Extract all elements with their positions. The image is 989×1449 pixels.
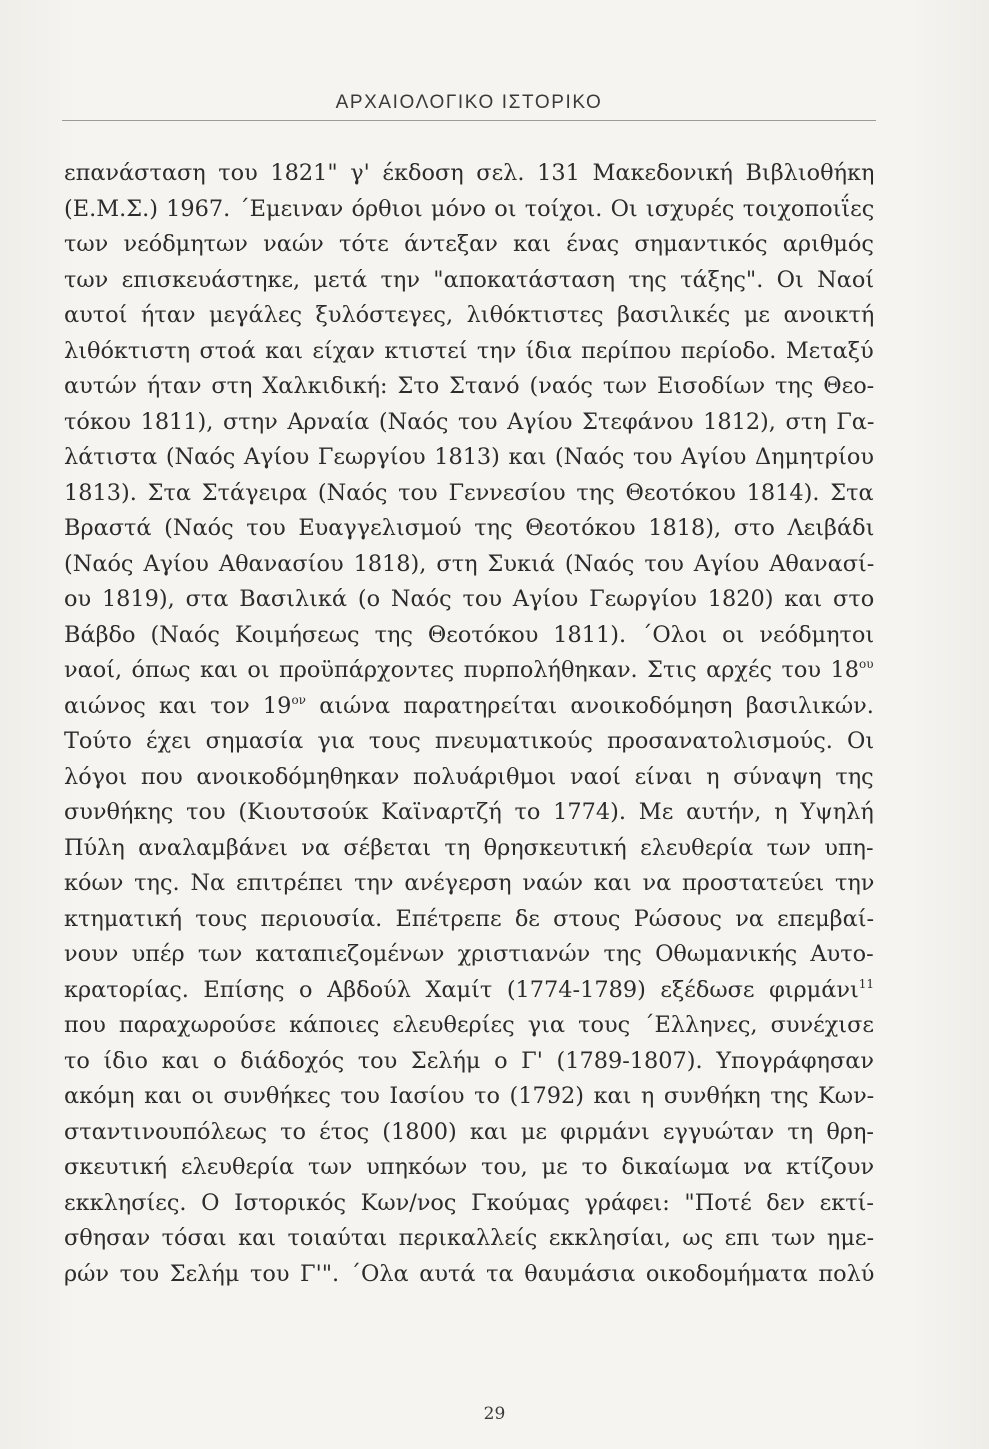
- page-number: 29: [483, 1404, 506, 1424]
- line-text: (Ναός Αγίου Αθανασίου 1818), στη Συκιά (Ναός του Αγίου Αθανασί-: [64, 550, 874, 577]
- line-text: αυτοί ήταν μεγάλες ξυλόστεγες, λιθόκτιστες βασιλικές με ανοικτή: [64, 302, 874, 328]
- line-text: σταντινουπόλεως το έτος (1800) και με φιρμάνι εγγυώταν τη θρη-: [64, 1118, 874, 1145]
- line-text: Βάβδο (Ναός Κοιμήσεως της Θεοτόκου 1811). ΄Ολοι οι νεόδμητοι: [64, 621, 874, 648]
- line-text: το ίδιο και ο διάδοχός του Σελήμ ο Γ' (1789-1807). Υπογράφησαν: [64, 1047, 874, 1074]
- body-text: [64, 156, 874, 1292]
- text-line: [64, 689, 874, 725]
- line-text: τόκου 1811), στην Αρναία (Ναός του Αγίου Στεφάνου 1812), στη Γα-: [64, 408, 874, 435]
- line-text: που παραχωρούσε κάποιες ελευθερίες για τους ΄Ελληνες, συνέχισε: [64, 1012, 874, 1038]
- line-text: νουν υπέρ των καταπιεζομένων χριστιανών της Οθωμανικής Αυτο-: [64, 941, 874, 967]
- text-line: [64, 263, 874, 299]
- text-line: [64, 227, 874, 263]
- text-line: [64, 724, 874, 760]
- line-text: αιώνος και τον 19: [64, 692, 292, 719]
- text-line: [64, 405, 874, 441]
- text-line: [64, 192, 874, 228]
- text-line: [64, 1257, 874, 1293]
- line-text: κτηματική τους περιουσία. Επέτρεπε δε στους Ρώσους να επεμβαί-: [64, 905, 874, 932]
- header-rule: [62, 120, 876, 121]
- text-line: [64, 973, 874, 1009]
- text-line: [64, 334, 874, 370]
- line-text: 1813). Στα Στάγειρα (Ναός του Γεννεσίου της Θεοτόκου 1814). Στα: [64, 479, 874, 506]
- text-line: [64, 369, 874, 405]
- text-line: [64, 582, 874, 618]
- line-text-after: αιώνα παρατηρείται ανοικοδόμηση βασιλικών.: [305, 692, 874, 719]
- line-text: λόγοι που ανοικοδόμηθηκαν πολυάριθμοι ναοί είναι η σύναψη της: [64, 763, 874, 790]
- line-text: Πύλη αναλαμβάνει να σέβεται τη θρησκευτική ελευθερία των υπη-: [64, 834, 874, 861]
- superscript: 11: [858, 976, 874, 991]
- line-text: κρατορίας. Επίσης ο Αβδούλ Χαμίτ (1774-1789) εξέδωσε φιρμάνι: [64, 976, 859, 1003]
- text-line: [64, 156, 874, 192]
- line-text: λιθόκτιστη στοά και είχαν κτιστεί την ίδια περίπου περίοδο. Μεταξύ: [64, 337, 874, 364]
- superscript: ου: [858, 657, 874, 671]
- line-text: ρών του Σελήμ του Γ'". ΄Ολα αυτά τα θαυμάσια οικοδομήματα πολύ: [64, 1260, 874, 1287]
- text-line: [64, 1079, 874, 1115]
- line-text: αυτών ήταν στη Χαλκιδική: Στο Στανό (ναός των Εισοδίων της Θεο-: [64, 373, 874, 399]
- text-line: [64, 298, 874, 334]
- line-text: σθησαν τόσαι και τοιαύται περικαλλείς εκκλησίαι, ως επι των ημε-: [64, 1225, 874, 1251]
- text-line: [64, 476, 874, 512]
- text-line: [64, 511, 874, 547]
- line-text: λάτιστα (Ναός Αγίου Γεωργίου 1813) και (Ναός του Αγίου Δημητρίου: [64, 444, 874, 470]
- text-line: [64, 440, 874, 476]
- text-line: [64, 547, 874, 583]
- line-text: εκκλησίες. Ο Ιστορικός Κων/νος Γκούμας γράφει: "Ποτέ δεν εκτί-: [64, 1189, 874, 1216]
- text-line: [64, 937, 874, 973]
- text-line: [64, 1008, 874, 1044]
- superscript: ον: [291, 692, 306, 707]
- text-line: [64, 1221, 874, 1257]
- text-line: [64, 1150, 874, 1186]
- line-text: των επισκευάστηκε, μετά την "αποκατάσταση της τάξης". Οι Ναοί: [64, 266, 874, 293]
- text-line: [64, 795, 874, 831]
- line-text: Τούτο έχει σημασία για τους πνευματικούς προσανατολισμούς. Οι: [64, 728, 874, 754]
- text-line: [64, 1044, 874, 1080]
- text-line: [64, 618, 874, 654]
- line-text: σκευτική ελευθερία των υπηκόων του, με το δικαίωμα να κτίζουν: [64, 1154, 874, 1180]
- line-text: των νεόδμητων ναών τότε άντεξαν και ένας σημαντικός αριθμός: [64, 231, 874, 257]
- line-text: κόων της. Να επιτρέπει την ανέγερση ναών και να προστατεύει την: [64, 870, 874, 896]
- text-line: [64, 831, 874, 867]
- text-line: [64, 902, 874, 938]
- line-text: Βραστά (Ναός του Ευαγγελισμού της Θεοτόκου 1818), στο Λειβάδι: [64, 515, 874, 541]
- text-line: [64, 1115, 874, 1151]
- line-text: ναοί, όπως και οι προϋπάρχοντες πυρπολήθηκαν. Στις αρχές του 18: [64, 657, 859, 683]
- line-text: επανάσταση του 1821" γ' έκδοση σελ. 131 Μακεδονική Βιβλιοθήκη: [64, 160, 874, 186]
- line-text: συνθήκης του (Κιουτσούκ Καϊναρτζή το 1774). Με αυτήν, η Υψηλή: [64, 799, 874, 825]
- text-line: [64, 653, 874, 689]
- line-text: ου 1819), στα Βασιλικά (ο Ναός του Αγίου Γεωργίου 1820) και στο: [64, 586, 874, 612]
- line-text: (Ε.Μ.Σ.) 1967. ΄Εμειναν όρθιοι μόνο οι τοίχοι. Οι ισχυρές τοιχοποιΐες: [64, 195, 874, 222]
- text-line: [64, 866, 874, 902]
- line-text: ακόμη και οι συνθήκες του Ιασίου το (1792) και η συνθήκη της Κων-: [64, 1083, 874, 1109]
- text-line: [64, 1186, 874, 1222]
- running-head: ΑΡΧΑΙΟΛΟΓΙΚΟ ΙΣΤΟΡΙΚΟ: [335, 92, 603, 113]
- text-line: [64, 760, 874, 796]
